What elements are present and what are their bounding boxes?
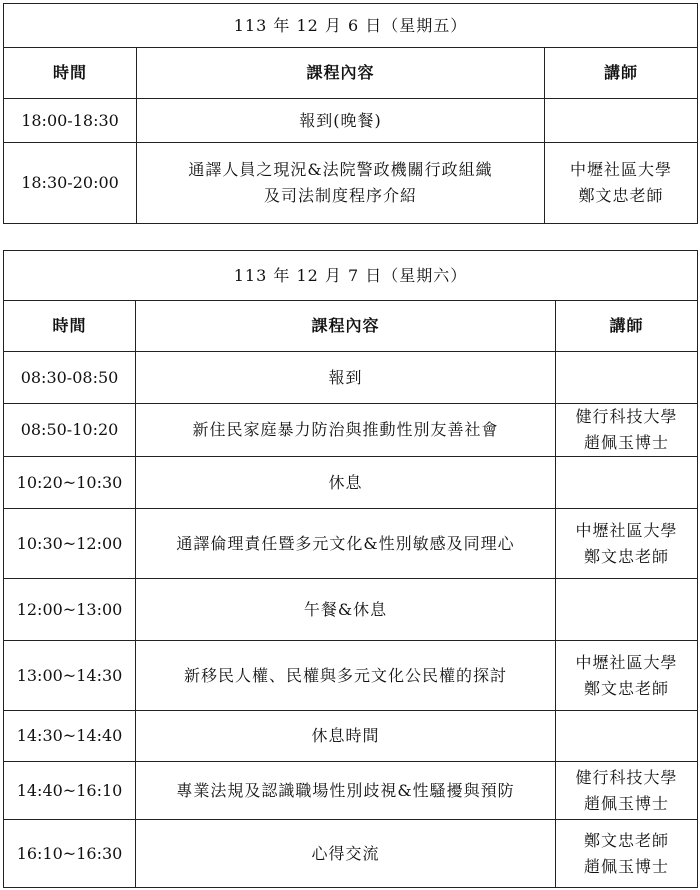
day2-title: 113 年 12 月 7 日（星期六）: [4, 251, 698, 301]
lecturer-cell: [556, 509, 698, 579]
content-cell: [136, 762, 556, 820]
content-cell: [137, 99, 545, 143]
lecturer-line: 鄭文忠老師: [584, 678, 670, 698]
schedule-row: [4, 579, 698, 641]
content-line: 午餐&休息: [303, 599, 388, 619]
lecturer-cell: [556, 820, 698, 888]
lecturer-line: 鄭文忠老師: [578, 186, 664, 205]
lecturer-cell: [545, 99, 698, 143]
content-cell: [136, 711, 556, 762]
content-line: 心得交流: [311, 843, 380, 863]
lecturer-line: 趙佩玉博士: [584, 793, 670, 813]
schedule-row: [4, 641, 698, 711]
content-cell: [136, 641, 556, 711]
time-cell: 08:50-10:20: [4, 404, 136, 457]
schedule-row: [4, 820, 698, 888]
lecturer-line: 中壢社區大學: [570, 160, 673, 179]
time-cell: 08:30-08:50: [4, 352, 136, 404]
lecturer-line: 中壢社區大學: [575, 652, 678, 672]
schedule-row: [4, 143, 698, 224]
time-cell: 12:00~13:00: [4, 579, 136, 641]
header-time: 時間: [4, 301, 136, 352]
schedule-table-day1: [3, 3, 698, 224]
time-cell: 13:00~14:30: [4, 641, 136, 711]
schedule-row: [4, 352, 698, 404]
content-line: 通譯倫理責任暨多元文化&性別敏感及同理心: [176, 533, 515, 553]
day2-body: [4, 251, 698, 888]
lecturer-cell: [556, 352, 698, 404]
content-cell: [136, 352, 556, 404]
lecturer-line: 健行科技大學: [575, 407, 678, 426]
schedule-row: [4, 509, 698, 579]
lecturer-line: 趙佩玉博士: [584, 856, 670, 876]
time-cell: 18:00-18:30: [4, 99, 137, 143]
header-content: 課程內容: [137, 48, 545, 99]
time-cell: 18:30-20:00: [4, 143, 137, 224]
content-line: 休息: [328, 472, 363, 492]
lecturer-cell: [556, 404, 698, 457]
content-line: 報到(晚餐): [299, 110, 382, 130]
lecturer-line: 健行科技大學: [575, 767, 678, 787]
schedule-row: [4, 99, 698, 143]
schedule-table-day2: [3, 250, 698, 888]
time-cell: 10:20~10:30: [4, 457, 136, 509]
header-lecturer: 講師: [556, 301, 698, 352]
time-cell: 16:10~16:30: [4, 820, 136, 888]
content-cell: [136, 404, 556, 457]
content-line: 休息時間: [311, 726, 380, 745]
content-line: 報到: [328, 367, 363, 387]
content-cell: [137, 143, 545, 224]
header-time: 時間: [4, 48, 137, 99]
content-line: 專業法規及認識職場性別歧視&性騷擾與預防: [176, 780, 515, 800]
schedule-row: [4, 762, 698, 820]
lecturer-cell: [556, 579, 698, 641]
content-line: 及司法制度程序介紹: [263, 186, 417, 205]
lecturer-line: 趙佩玉博士: [584, 433, 670, 452]
header-lecturer: 講師: [545, 48, 698, 99]
time-cell: 14:40~16:10: [4, 762, 136, 820]
lecturer-cell: [556, 457, 698, 509]
time-cell: 10:30~12:00: [4, 509, 136, 579]
time-cell: 14:30~14:40: [4, 711, 136, 762]
schedule-row: [4, 404, 698, 457]
schedule-row: [4, 457, 698, 509]
content-cell: [136, 579, 556, 641]
content-line: 通譯人員之現況&法院警政機關行政組織: [188, 160, 493, 179]
lecturer-cell: [545, 143, 698, 224]
header-content: 課程內容: [136, 301, 556, 352]
content-line: 新移民人權、民權與多元文化公民權的探討: [183, 665, 507, 685]
day1-title: 113 年 12 月 6 日（星期五）: [4, 4, 698, 48]
lecturer-cell: [556, 762, 698, 820]
content-cell: [136, 509, 556, 579]
content-cell: [136, 457, 556, 509]
schedule-row: [4, 711, 698, 762]
lecturer-line: 鄭文忠老師: [584, 830, 670, 850]
content-cell: [136, 820, 556, 888]
lecturer-cell: [556, 711, 698, 762]
lecturer-cell: [556, 641, 698, 711]
day1-body: [4, 4, 698, 224]
content-line: 新住民家庭暴力防治與推動性別友善社會: [192, 420, 499, 439]
lecturer-line: 鄭文忠老師: [584, 546, 670, 566]
lecturer-line: 中壢社區大學: [575, 520, 678, 540]
